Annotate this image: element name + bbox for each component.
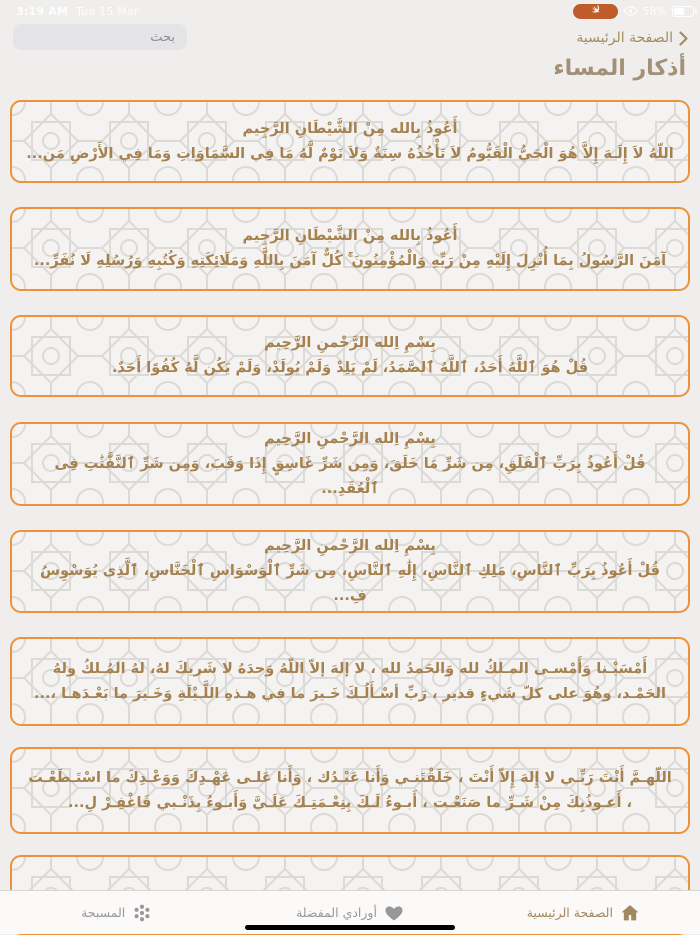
dhikr-card[interactable] (10, 747, 690, 834)
tab-label: أورادي المفضلة (296, 905, 377, 920)
dhikr-card[interactable] (10, 207, 690, 291)
dhikr-body: اللّهُ لاَ إِلَـهَ إِلاَّ هُوَ الْحَيُّ الْقَيُّومُ لاَ تَأْخُذُهُ سِنَةٌ وَلاَ نَوْمٌ لَّهُ مَا فِي السَّمَاوَاتِ وَمَا فِي الأَرْضِ مَن... (26, 145, 674, 162)
dhikr-card[interactable] (10, 422, 690, 506)
dhikr-card-text (12, 117, 688, 167)
battery-percent: 58% (642, 4, 667, 18)
dhikr-card[interactable] (10, 637, 690, 726)
dhikr-body: قُلْ أَعُوذُ بِرَبِّ ٱلنَّاسِ، مَلِكِ ٱلنَّاسِ، إِلَٰهِ ٱلنَّاسِ، مِن شَرِّ ٱلْوَسْوَاسِ ٱلْخَنَّاسِ، ٱلَّذِى يُوَسْوِسُ فِ... (39, 563, 660, 604)
dhikr-header: بِسْمِ اِلله الرَّحْمنِ الرَّحِيم (264, 430, 436, 447)
cards-list (10, 100, 690, 935)
tab-label: المسبحة (81, 905, 126, 920)
dhikr-header: أَعُوذُ بِالله مِنْ الشَّيْطَانِ الرَّجِيم (242, 228, 458, 244)
heart-icon (384, 903, 404, 923)
dhikr-body: اللّهـمَّ أَنْتَ رَبِّـي لا إِلهَ إِلاّ أَنْتَ ، خَلَقْتَنـي وَأَنا عَبْـدُك ، وَأَنا عَلـى عَهْـدِكَ وَوَعْـدِكَ ما اسْتَـطَعْـت ، أَعـوذُبِكَ مِنْ شَـرِّ ما صَنَعْـت ، أَبـوءُ لَـكَ بِنِعْـمَتِـكَ عَلَـيَّ وَأَبـوءُ بِذَنْـبي فَاغْفِـرْ لِ... (28, 769, 672, 811)
dhikr-body: قُلْ أَعُوذُ بِرَبِّ ٱلْفَلَقِ، مِن شَرِّ مَا خَلَقَ، وَمِن شَرِّ غَاسِقٍ إِذَا وَقَبَ، وَمِن شَرِّ ٱلنَّفَّٰثَٰتِ فِى ٱلْعُقَدِ... (54, 455, 646, 497)
search-input[interactable] (13, 24, 187, 50)
home-indicator[interactable] (245, 925, 455, 931)
dhikr-card-text (12, 766, 688, 816)
swift-bird-icon (589, 4, 602, 19)
home-icon (620, 903, 640, 923)
dhikr-card-text (12, 427, 688, 502)
dhikr-card-text (12, 224, 688, 274)
status-time: 3:19 AM (16, 4, 69, 18)
dhikr-header: أَعُوذُ بِالله مِنْ الشَّيْطَانِ الرَّجِيم (242, 120, 458, 137)
tab-misbaha-beads[interactable] (0, 891, 233, 934)
chevron-right-icon (679, 31, 688, 46)
dhikr-body: آمَنَ الرَّسُولُ بِمَا أُنْزِلَ إِلَيْهِ مِنْ رَبِّهِ وَالْمُؤْمِنُونَ ۚ كُلٌّ آمَنَ بِاللَّهِ وَمَلَائِكَتِهِ وَكُتُبِهِ وَرُسُلِهِ لَا نُفَرِّ... (33, 253, 667, 269)
dhikr-card-text (12, 534, 688, 609)
dhikr-card[interactable] (10, 530, 690, 613)
back-button-label: الصفحة الرئيسية (576, 30, 673, 46)
swift-playgrounds-pill (573, 4, 618, 19)
tab-label: الصفحة الرئيسية (526, 905, 613, 920)
eye-icon (623, 6, 638, 16)
tab-home[interactable] (467, 891, 700, 934)
dhikr-card-text (12, 657, 688, 707)
misbaha-beads-icon (132, 903, 152, 923)
dhikr-card[interactable] (10, 315, 690, 397)
battery-icon (672, 6, 694, 17)
status-bar (0, 0, 700, 20)
dhikr-body: قُلْ هُوَ ٱللَّهُ أَحَدٌ، ٱللَّهُ ٱلصَّمَدُ، لَمْ يَلِدْ وَلَمْ يُولَدْ، وَلَمْ يَكُن لَّهُ كُفُوًا أَحَدٌ. (111, 360, 589, 376)
dhikr-header: بِسْمِ اِلله الرَّحْمنِ الرَّحِيم (264, 335, 436, 351)
page-title: أذكار المساء (553, 56, 686, 81)
dhikr-card-text (12, 331, 688, 381)
dhikr-header: بِسْمِ اِلله الرَّحْمنِ الرَّحِيم (264, 538, 436, 554)
back-button[interactable] (576, 27, 688, 49)
dhikr-card[interactable] (10, 100, 690, 183)
dhikr-body: أَمْسَيْـنا وَأَمْسـى المـلكُ لله وَالحَمدُ لله ، لا إلهَ إلاّ اللّهُ وَحدَهُ لا شَريكَ لهُ، لهُ المُـلكُ ولهُ الحَمْـد، وهُوَ على كلّ شَيءٍ قدير ، رَبِّ أسْـأَلُـكَ خَـيرَ ما في هـذهِ اللَّـيْلَةِ وَخَـيرَ ما بَعْـدَهـا ،... (34, 660, 666, 702)
status-date: Tue 15 Mar (76, 4, 139, 18)
